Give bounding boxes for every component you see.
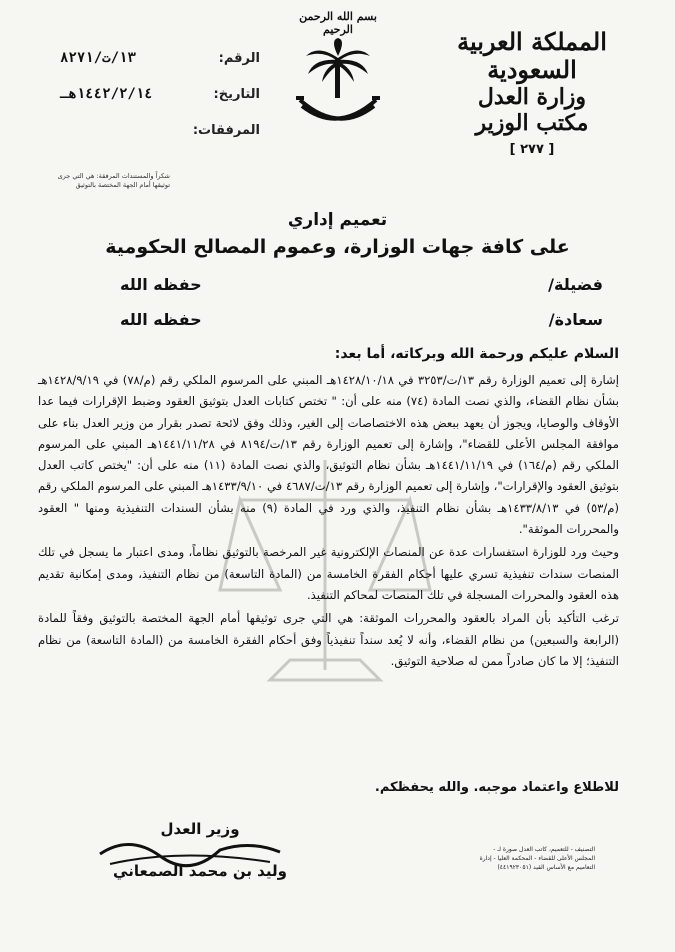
salutation-row [120,275,603,294]
salutation-label: سعادة/ [548,310,603,329]
salutation-row [120,310,603,329]
circular-title: تعميم إداري [287,210,388,230]
office-name: مكتب الوزير [475,110,589,136]
date-value: ١٤٤٢/٢/١٤هـ [60,86,153,102]
greeting: السلام عليكم ورحمة الله وبركاته، أما بعد: [334,346,619,362]
body-paragraph: وحيث ورد للوزارة استفسارات عدة عن المنصات الإلكترونية غير المرخصة بالتوثيق نظاماً، ومدى اعتبار ما يسجل في تلك المنصات سندات تنفيذية تسري عليها أحكام الفقرة الخامسة من (المادة التاسعة) من نظام التنفيذ، ومدى إمكانية تقديم هذه العقود والمحررات المسجلة في تلك المنصات لمحاكم التنفيذ. [38,545,619,602]
minister-name: وليد بن محمد الصمعاني [113,862,287,880]
side-note: شكراً والمستندات المرفقة: هي التي جرى توثيقها أمام الجهة المختصة بالتوثيق [57,172,170,189]
closing-line: للاطلاع واعتماد موجبه. والله يحفظكم. [374,780,619,795]
country-name: المملكة العربية السعودية [457,27,607,84]
ministry-name: وزارة العدل [477,84,587,110]
body-paragraph: ترغب التأكيد بأن المراد بالعقود والمحررات الموثقة: هي التي جرى توثيقها أمام الجهة المختصة بالتوثيق وفقاً للمادة (الرابعة والسبعين) من نظام القضاء، وأنه لا يُعد سنداً تنفيذياً وفق أحكام الفقرة الخامسة من (المادة التاسعة) من نظام التنفيذ؛ إلا ما كان صادراً ممن له صلاحية التوثيق. [38,611,619,668]
body-paragraph: إشارة إلى تعميم الوزارة رقم ١٣/ت/٣٢٥٣ في ١٤٢٨/١٠/١٨هـ المبني على المرسوم الملكي رقم (م/٧٨) في ١٤٢٨/٩/١٩هـ بشأن نظام القضاء، والذي نصت المادة (٧٤) منه على أن: " تختص كتابات العدل بتوثيق العقود وضبط الإقرارات فيما عدا الأوقاف والوصايا، ويجوز أن يعهد ببعض هذه الاختصاصات إلى الغير، وذلك وفق لائحة تصدر بقرار من وزير العدل بناء على موافقة المجلس الأعلى للقضاء"، وإشارة إلى تعميم الوزارة رقم ١٣/ت/٨١٩٤ في ١٤٤١/١١/٢٨هـ المبني على المرسوم الملكي رقم (م/١٦٤) في ١٤٤١/١١/١٩هـ بشأن نظام التوثيق، والذي نصت المادة (١١) منه على أن: "يختص كاتب العدل بتوثيق العقود والإقرارات"، وإشارة إلى تعميم الوزارة رقم ١٣/ت/٤٦٨٧ في ١٤٣٣/٩/١٠هـ المبني على المرسوم الملكي رقم (م/٥٣) في ١٤٣٣/٨/١٣هـ بشأن نظام التنفيذ، والذي ورد في المادة (٩) منه بشأن السندات التنفيذية ومنها " العقود والمحررات الموثقة". [38,373,620,537]
palm-swords-icon [288,36,388,136]
handwritten-signature-icon [90,834,290,874]
salutation-blessing: حفظه الله [120,275,202,294]
number-value: ١٣/ت/٨٢٧١ [60,50,136,66]
copies-note: التصنيف - للتعميم، كاتب العدل صورة لـ - المجلس الأعلى للقضاء - المحكمة العليا - إدارة التعاميم مع الأساس القيد (٤٤١٩٢٣٠٥١) [479,846,595,871]
kingdom-emblem [288,10,388,135]
circular-subtitle: على كافة جهات الوزارة، وعموم المصالح الحكومية [105,236,570,258]
attachments-label: المرفقات: [192,122,260,138]
date-label: التاريخ: [213,86,260,102]
minister-signature-block [100,820,300,880]
number-label: الرقم: [218,50,260,66]
circular-body [38,370,619,674]
office-code: [ ٢٧٧ ] [509,142,555,157]
salutation-label: فضيلة/ [548,275,603,294]
ministry-header [417,28,647,157]
basmala: بسم الله الرحمن الرحيم [299,10,377,36]
minister-title: وزير العدل [160,820,240,838]
document-meta [60,40,260,148]
salutation-blessing: حفظه الله [120,310,202,329]
